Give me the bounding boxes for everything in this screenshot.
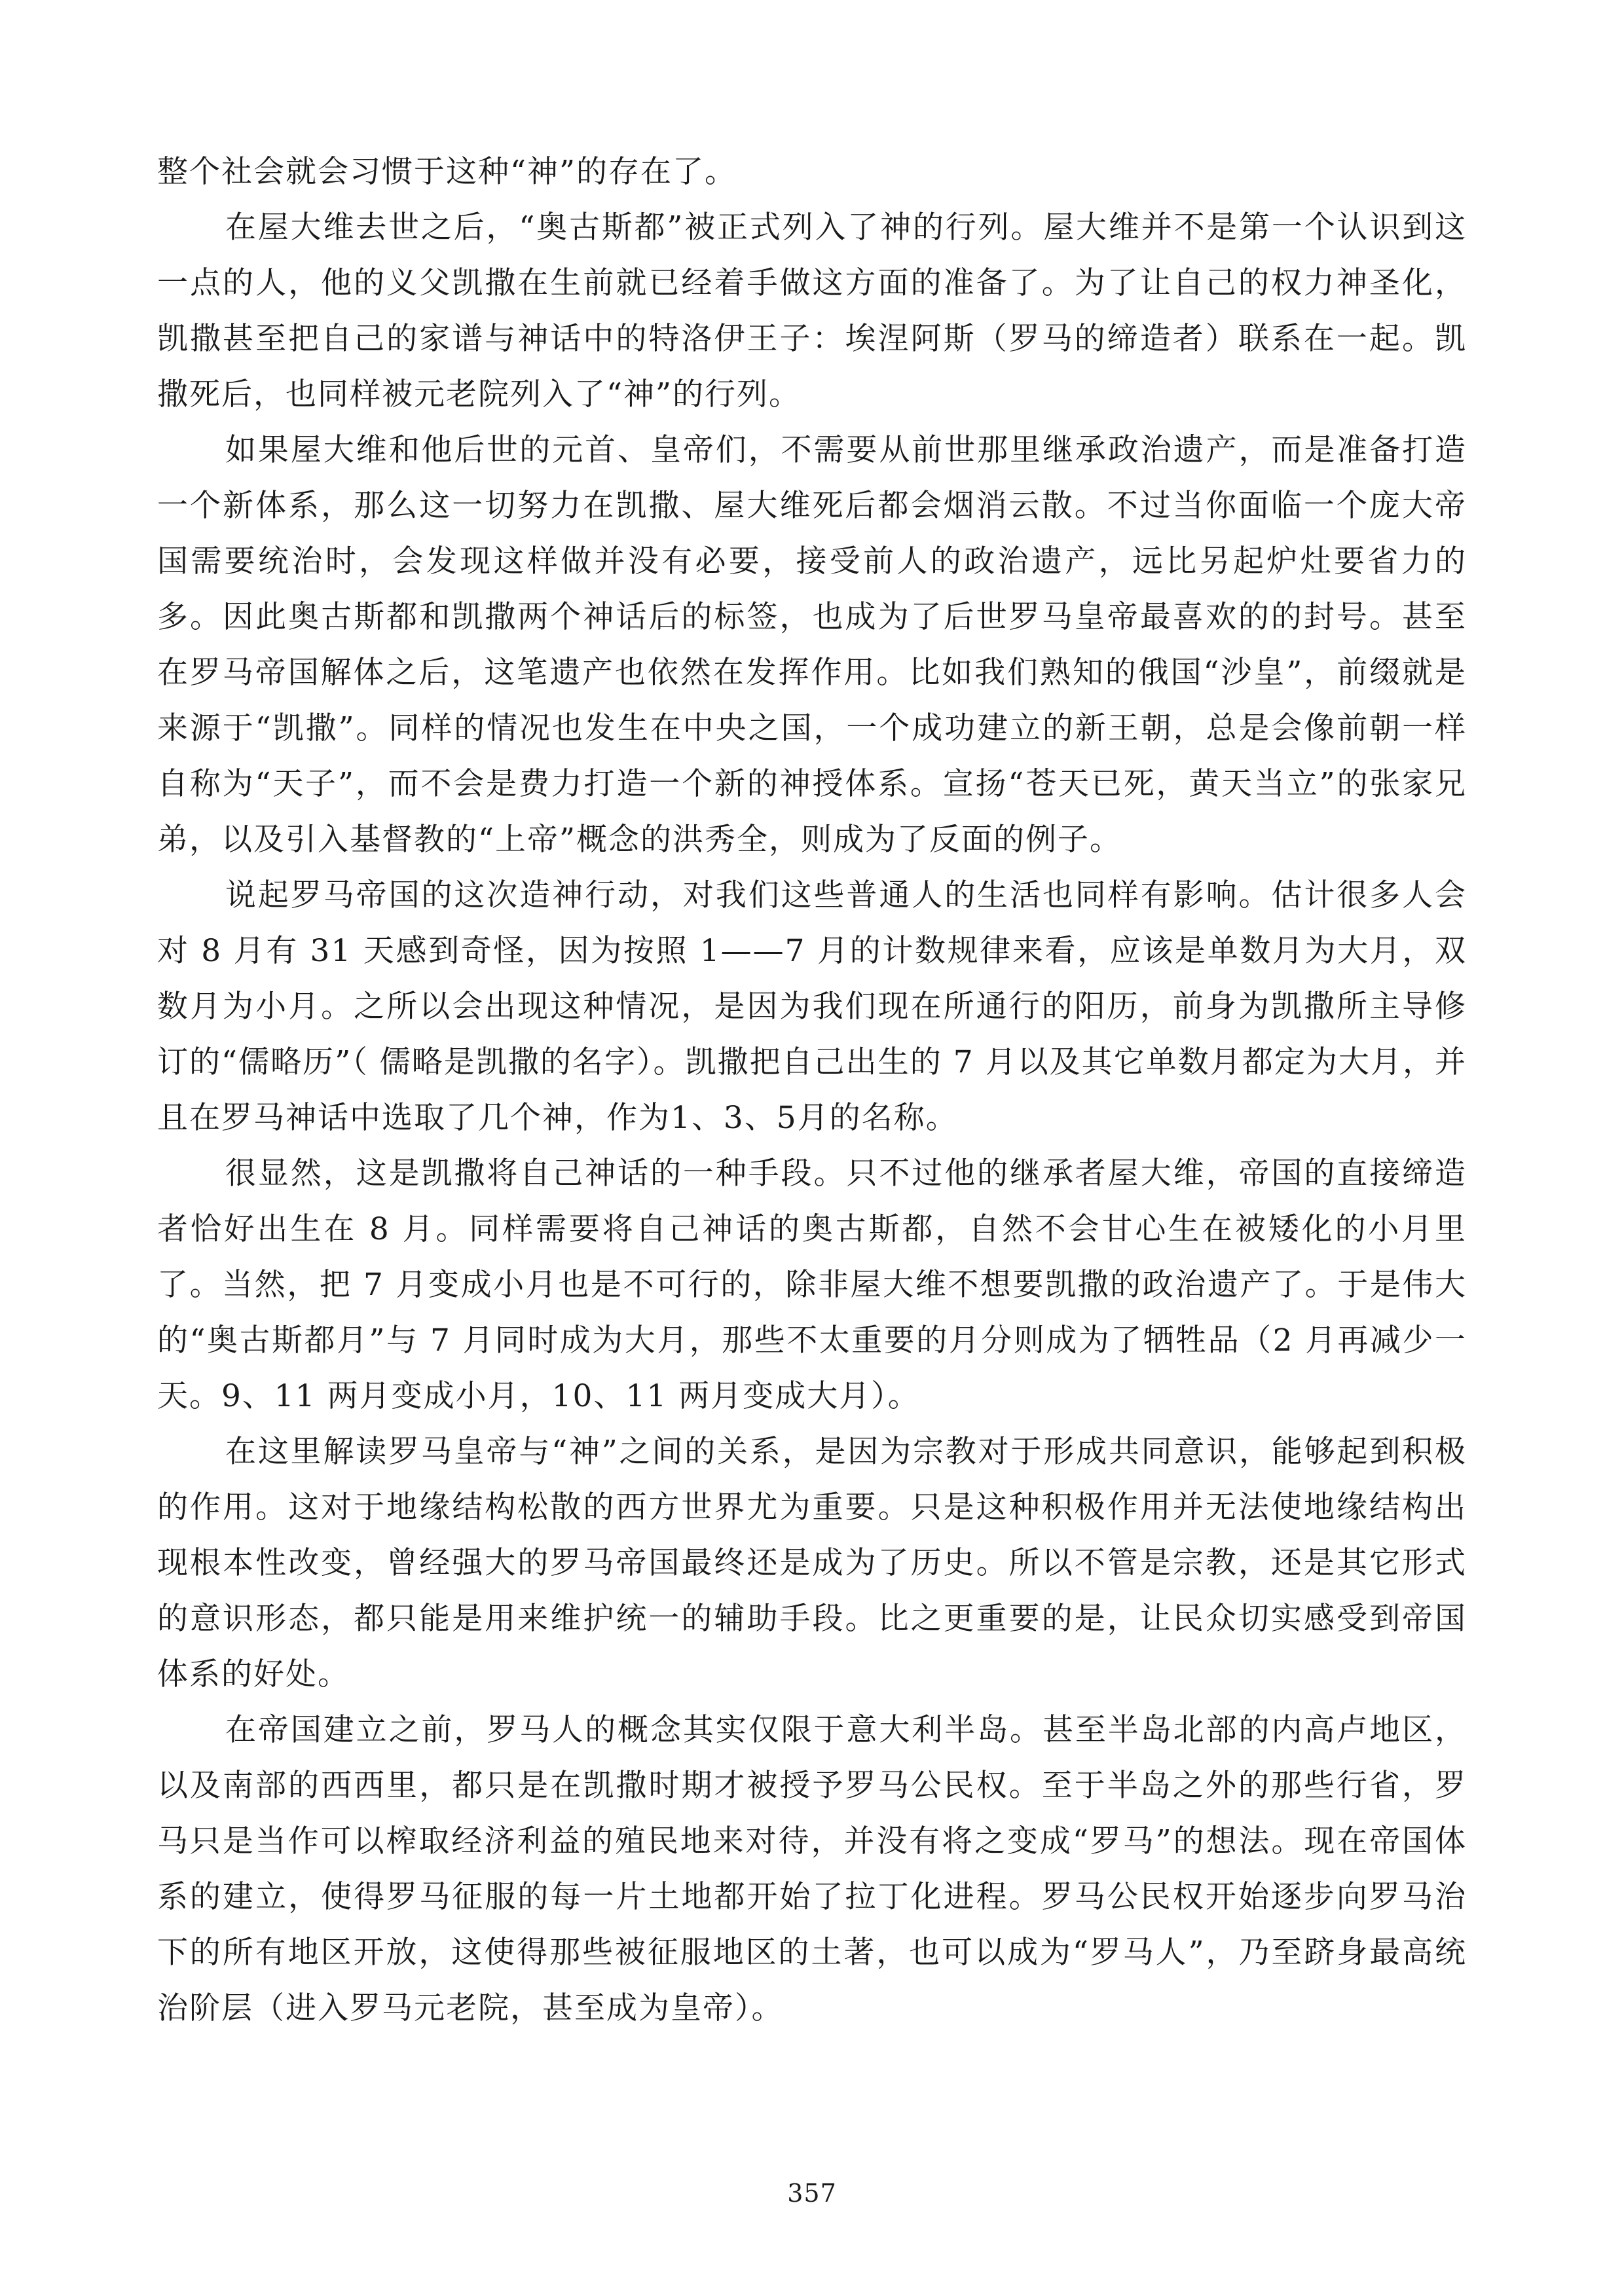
paragraph: 很显然，这是凯撒将自己神话的一种手段。只不过他的继承者屋大维，帝国的直接缔造者恰好出生在 8 月。同样需要将自己神话的奥古斯都，自然不会甘心生在被矮化的小月里了。当然，把 7 月变成小月也是不可行的，除非屋大维不想要凯撒的政治遗产了。于是伟大的“奥古斯都月”与 7 月同时成为大月，那些不太重要的月分则成为了牺牲品（2 月再减少一天。9、11 两月变成小月，10、11 两月变成大月）。 [157,1156,1467,1414]
page-number: 357 [787,2179,837,2208]
paragraph: 如果屋大维和他后世的元首、皇帝们，不需要从前世那里继承政治遗产，而是准备打造一个新体系，那么这一切努力在凯撒、屋大维死后都会烟消云散。不过当你面临一个庞大帝国需要统治时，会发现这样做并没有必要，接受前人的政治遗产，远比另起炉灶要省力的多。因此奥古斯都和凯撒两个神话后的标签，也成为了后世罗马皇帝最喜欢的的封号。甚至在罗马帝国解体之后，这笔遗产也依然在发挥作用。比如我们熟知的俄国“沙皇”，前缀就是来源于“凯撒”。同样的情况也发生在中央之国，一个成功建立的新王朝，总是会像前朝一样自称为“天子”，而不会是费力打造一个新的神授体系。宣扬“苍天已死，黄天当立”的张家兄弟，以及引入基督教的“上帝”概念的洪秀全，则成为了反面的例子。 [157,432,1467,858]
paragraph: 在屋大维去世之后，“奥古斯都”被正式列入了神的行列。屋大维并不是第一个认识到这一点的人，他的义父凯撒在生前就已经着手做这方面的准备了。为了让自己的权力神圣化，凯撒甚至把自己的家谱与神话中的特洛伊王子：埃涅阿斯（罗马的缔造者）联系在一起。凯撒死后，也同样被元老院列入了“神”的行列。 [157,210,1467,412]
page-body [157,144,1467,2036]
paragraph: 在这里解读罗马皇帝与“神”之间的关系，是因为宗教对于形成共同意识，能够起到积极的作用。这对于地缘结构松散的西方世界尤为重要。只是这种积极作用并无法使地缘结构出现根本性改变，曾经强大的罗马帝国最终还是成为了历史。所以不管是宗教，还是其它形式的意识形态，都只能是用来维护统一的辅助手段。比之更重要的是，让民众切实感受到帝国体系的好处。 [157,1434,1467,1692]
paragraph: 说起罗马帝国的这次造神行动，对我们这些普通人的生活也同样有影响。估计很多人会对 8 月有 31 天感到奇怪，因为按照 1——7 月的计数规律来看，应该是单数月为大月，双数月为小月。之所以会出现这种情况，是因为我们现在所通行的阳历，前身为凯撒所主导修订的“儒略历”（ 儒略是凯撒的名字）。凯撒把自己出生的 7 月以及其它单数月都定为大月，并且在罗马神话中选取了几个神，作为1、3、5月的名称。 [157,877,1467,1136]
paragraph: 在帝国建立之前，罗马人的概念其实仅限于意大利半岛。甚至半岛北部的内高卢地区，以及南部的西西里，都只是在凯撒时期才被授予罗马公民权。至于半岛之外的那些行省，罗马只是当作可以榨取经济利益的殖民地来对待，并没有将之变成“罗马”的想法。现在帝国体系的建立，使得罗马征服的每一片土地都开始了拉丁化进程。罗马公民权开始逐步向罗马治下的所有地区开放，这使得那些被征服地区的土著，也可以成为“罗马人”，乃至跻身最高统治阶层（进入罗马元老院，甚至成为皇帝）。 [157,1712,1467,2026]
paragraph-continuation: 整个社会就会习惯于这种“神”的存在了。 [157,154,737,190]
